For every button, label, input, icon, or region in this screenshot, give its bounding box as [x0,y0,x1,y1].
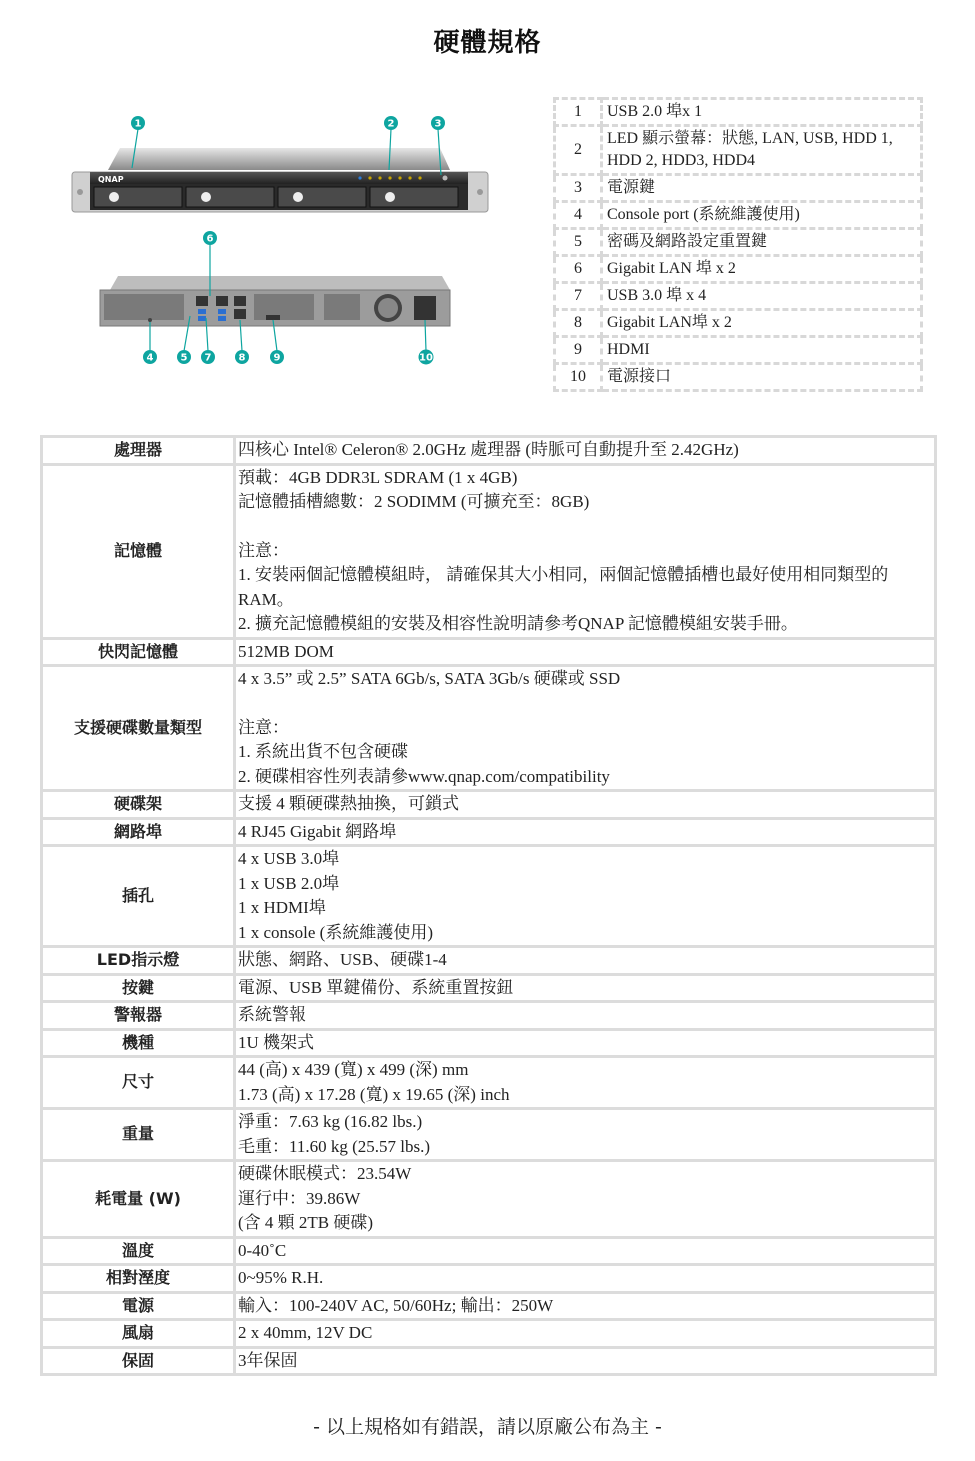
spec-value-line: 2 x 40mm, 12V DC [238,1323,373,1342]
spec-row [42,1292,936,1320]
legend-number: 1 [555,99,602,126]
spec-value-line: 硬碟休眠模式：23.54W [238,1164,412,1183]
spec-label: 處理器 [42,437,235,465]
spec-value [235,974,936,1002]
legend-text: 電源接口 [602,364,922,391]
spec-label: 風扇 [42,1320,235,1348]
spec-value-line: 注意： [238,540,289,561]
spec-value-line: 3年保固 [238,1350,298,1370]
spec-row [42,1347,936,1375]
spec-row [42,666,936,791]
legend-number: 6 [555,256,602,283]
spec-value [235,437,936,465]
spec-row [42,818,936,846]
spec-row [42,1029,936,1057]
spec-value-line: 0-40˚C [238,1240,287,1260]
spec-row [42,1265,936,1293]
svg-text:10: 10 [419,352,433,364]
legend-number: 7 [555,283,602,310]
callout-9-icon [270,350,284,364]
spec-value-line: 毛重：11.60 kg (25.57 lbs.) [238,1136,431,1156]
spec-value [235,1292,936,1320]
spec-row [42,791,936,819]
callout-6-icon [203,231,217,245]
spec-row [42,1002,936,1030]
spec-value-line: 1U 機架式 [238,1032,315,1052]
spec-label: 溫度 [42,1237,235,1265]
legend-text: Console port (系統維護使用) [602,202,922,229]
spec-value [235,1057,936,1109]
legend-text: USB 2.0 埠x 1 [602,99,922,126]
legend-number: 5 [555,229,602,256]
spec-value-line: 44 (高) x 439 (寬) x 499 (深) mm [238,1060,469,1079]
spec-row [42,1320,936,1348]
legend-text: Gigabit LAN 埠 x 2 [602,256,922,283]
spec-row [42,974,936,1002]
spec-value-line: 輸入：100-240V AC, 50/60Hz; 輸出：250W [238,1295,554,1315]
legend-row [555,283,922,310]
spec-value-line [238,515,932,539]
svg-text:8: 8 [238,352,246,364]
spec-value [235,1029,936,1057]
spec-label: LED指示燈 [42,947,235,975]
legend-row [555,337,922,364]
spec-value [235,1237,936,1265]
spec-value-line: 4 x USB 3.0埠 [238,849,340,868]
spec-value [235,1320,936,1348]
spec-value-line: RAM。 [238,589,294,609]
svg-text:1: 1 [134,118,142,130]
legend-row [555,126,922,175]
spec-label: 網路埠 [42,818,235,846]
spec-row [42,1057,936,1109]
disclaimer-footer: - 以上規格如有錯誤，請以原廠公布為主 - [313,1416,662,1438]
spec-value-line: 1 x console (系統維護使用) [238,922,434,942]
legend-number: 2 [555,126,602,175]
spec-value-line: 記憶體插槽總數：2 SODIMM (可擴充至：8GB) [238,492,590,511]
spec-row [42,1237,936,1265]
svg-text:2: 2 [387,118,395,130]
legend-row [555,310,922,337]
legend-row [555,175,922,202]
spec-value-line: 2. 擴充記憶體模組的安裝及相容性說明請參考QNAP 記憶體模組安裝手冊。 [238,614,798,633]
page-title: 硬體規格 [433,28,542,58]
spec-label: 警報器 [42,1002,235,1030]
spec-label: 保固 [42,1347,235,1375]
spec-value-line: 1 x HDMI埠 [238,898,326,917]
spec-value [235,1161,936,1238]
spec-label: 相對溼度 [42,1265,235,1293]
spec-value-line: 0~95% R.H. [238,1268,324,1287]
spec-value-line: 支援 4 顆硬碟熱抽換，可鎖式 [238,794,459,813]
spec-value-line: 狀態、網路、USB、硬碟1-4 [238,950,447,969]
port-legend-table [553,97,923,392]
spec-label: 尺寸 [42,1057,235,1109]
callout-7-icon [201,350,215,364]
legend-number: 8 [555,310,602,337]
spec-value [235,1109,936,1161]
spec-value-line: 系統警報 [238,1005,306,1024]
legend-text: HDMI [602,337,922,364]
spec-row [42,1161,936,1238]
spec-value [235,464,936,638]
spec-value-line: 4 x 3.5” 或 2.5” SATA 6Gb/s, SATA 3Gb/s 硬碟或 SSD [238,669,621,688]
spec-label: 記憶體 [42,464,235,638]
spec-value [235,666,936,791]
callout-3-icon [431,116,445,130]
spec-value [235,1347,936,1375]
legend-text: LED 顯示螢幕：狀態, LAN, USB, HDD 1, HDD 2, HDD3, HDD4 [602,126,922,175]
legend-row [555,256,922,283]
spec-label: 機種 [42,1029,235,1057]
spec-label: 支援硬碟數量類型 [42,666,235,791]
spec-value-line: 電源、USB 單鍵備份、系統重置按鈕 [238,977,514,997]
spec-value-line: (含 4 顆 2TB 硬碟) [238,1213,374,1232]
legend-text: USB 3.0 埠 x 4 [602,283,922,310]
spec-value-line: 2. 硬碟相容性列表請參www.qnap.com/compatibility [238,766,610,786]
spec-value-line: 注意： [238,717,289,738]
front-panel [72,148,488,212]
callout-5-icon [177,350,191,364]
spec-value-line: 4 RJ45 Gigabit 網路埠 [238,821,397,841]
legend-row [555,229,922,256]
svg-text:9: 9 [273,352,281,364]
spec-value [235,818,936,846]
svg-text:5: 5 [180,352,188,364]
spec-row [42,1109,936,1161]
svg-text:4: 4 [146,352,154,364]
svg-text:6: 6 [206,233,214,245]
callout-1-icon [131,116,145,130]
legend-number: 10 [555,364,602,391]
spec-value [235,1002,936,1030]
spec-label: 插孔 [42,846,235,947]
spec-table [40,435,937,1376]
spec-label: 快閃記憶體 [42,638,235,666]
legend-text: 密碼及網路設定重置鍵 [602,229,922,256]
spec-value-line: 1.73 (高) x 17.28 (寬) x 19.65 (深) inch [238,1084,510,1104]
spec-value [235,791,936,819]
spec-row [42,846,936,947]
callout-2-icon [384,116,398,130]
spec-value-line: 四核心 Intel® Celeron® 2.0GHz 處理器 (時脈可自動提升至 2.42GHz) [238,440,739,459]
spec-value-line: 淨重：7.63 kg (16.82 lbs.) [238,1112,423,1131]
spec-label: 硬碟架 [42,791,235,819]
rear-panel [100,276,450,326]
spec-row [42,947,936,975]
spec-value [235,1265,936,1293]
spec-value-line: 1. 安裝兩個記憶體模組時， 請確保其大小相同，兩個記憶體插槽也最好使用相同類型的 [238,565,889,584]
spec-value [235,947,936,975]
legend-number: 3 [555,175,602,202]
spec-value-line: 1. 系統出貨不包含硬碟 [238,742,408,761]
spec-value [235,846,936,947]
callout-4-icon [143,350,157,364]
spec-value-line: 運行中：39.86W [238,1188,361,1208]
legend-row [555,99,922,126]
svg-text:7: 7 [204,352,212,364]
spec-value-line: 1 x USB 2.0埠 [238,873,340,893]
spec-row [42,437,936,465]
nas-hardware-diagram [70,110,490,370]
spec-value [235,638,936,666]
legend-number: 4 [555,202,602,229]
svg-text:3: 3 [434,118,442,130]
legend-text: 電源鍵 [602,175,922,202]
spec-value-line: 512MB DOM [238,641,334,661]
spec-value-line: 預載：4GB DDR3L SDRAM (1 x 4GB) [238,467,518,487]
spec-label: 耗電量 (W) [42,1161,235,1238]
spec-row [42,464,936,638]
legend-row [555,202,922,229]
spec-value-line [238,692,932,716]
legend-number: 9 [555,337,602,364]
legend-row [555,364,922,391]
brand-logo: QNAP [98,175,124,184]
callout-8-icon [235,350,249,364]
legend-text: Gigabit LAN埠 x 2 [602,310,922,337]
spec-row [42,638,936,666]
spec-label: 按鍵 [42,974,235,1002]
spec-label: 電源 [42,1292,235,1320]
callout-10-icon [419,350,434,365]
spec-label: 重量 [42,1109,235,1161]
